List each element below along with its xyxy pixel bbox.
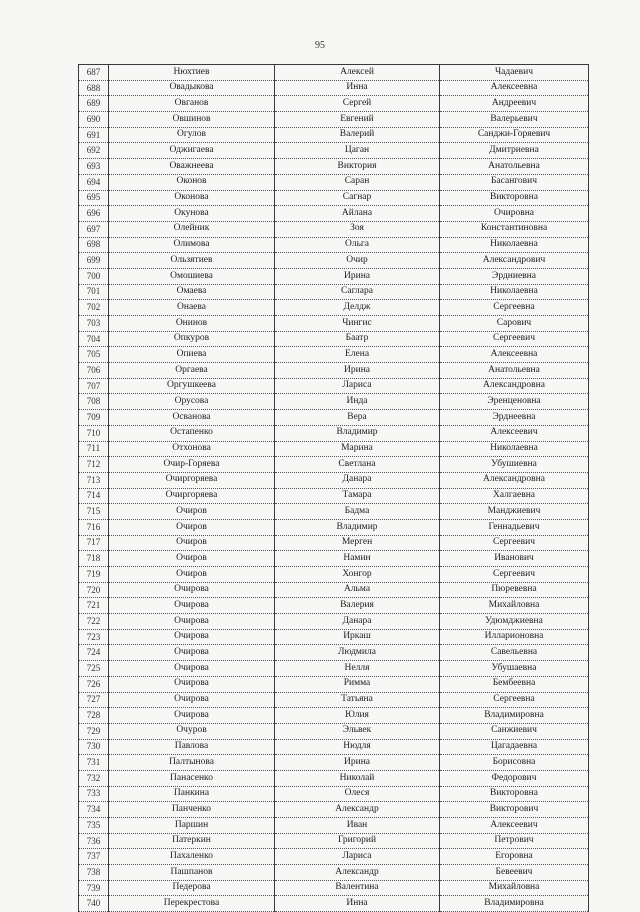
surname-cell: Омошиева xyxy=(109,268,275,284)
patronymic-cell: Савельевна xyxy=(440,645,589,661)
table-row xyxy=(79,300,589,316)
first-name-cell: Григорий xyxy=(275,833,440,849)
table-row xyxy=(79,441,589,457)
row-number-cell: 721 xyxy=(79,598,109,614)
table-row xyxy=(79,755,589,771)
patronymic-cell: Эренценовна xyxy=(440,394,589,410)
table-row xyxy=(79,316,589,332)
row-number-cell: 710 xyxy=(79,425,109,441)
first-name-cell: Ирина xyxy=(275,363,440,379)
table-row xyxy=(79,849,589,865)
row-number-cell: 713 xyxy=(79,472,109,488)
first-name-cell: Айлана xyxy=(275,206,440,222)
first-name-cell: Очир xyxy=(275,253,440,269)
first-name-cell: Мерген xyxy=(275,535,440,551)
row-number-cell: 732 xyxy=(79,770,109,786)
first-name-cell: Владимир xyxy=(275,425,440,441)
row-number-cell: 719 xyxy=(79,567,109,583)
row-number-cell: 727 xyxy=(79,692,109,708)
table-row xyxy=(79,818,589,834)
first-name-cell: Нюдля xyxy=(275,739,440,755)
table-row xyxy=(79,457,589,473)
patronymic-cell: Манджиевич xyxy=(440,504,589,520)
row-number-cell: 689 xyxy=(79,96,109,112)
table-row xyxy=(79,363,589,379)
row-number-cell: 695 xyxy=(79,190,109,206)
surname-cell: Очиргоряева xyxy=(109,488,275,504)
table-row xyxy=(79,582,589,598)
surname-cell: Очирова xyxy=(109,645,275,661)
surname-cell: Остапенко xyxy=(109,425,275,441)
row-number-cell: 731 xyxy=(79,755,109,771)
row-number-cell: 702 xyxy=(79,300,109,316)
surname-cell: Осванова xyxy=(109,410,275,426)
row-number-cell: 720 xyxy=(79,582,109,598)
first-name-cell: Намин xyxy=(275,551,440,567)
surname-cell: Очирова xyxy=(109,598,275,614)
table-row xyxy=(79,739,589,755)
patronymic-cell: Очировна xyxy=(440,206,589,222)
first-name-cell: Владимир xyxy=(275,519,440,535)
table-row xyxy=(79,519,589,535)
surname-cell: Очиргоряева xyxy=(109,472,275,488)
surname-cell: Окунова xyxy=(109,206,275,222)
table-row xyxy=(79,347,589,363)
first-name-cell: Евгений xyxy=(275,112,440,128)
surname-cell: Оргаева xyxy=(109,363,275,379)
row-number-cell: 718 xyxy=(79,551,109,567)
patronymic-cell: Алексеевич xyxy=(440,818,589,834)
surname-cell: Пахаленко xyxy=(109,849,275,865)
table-row xyxy=(79,708,589,724)
row-number-cell: 734 xyxy=(79,802,109,818)
patronymic-cell: Александровна xyxy=(440,472,589,488)
row-number-cell: 696 xyxy=(79,206,109,222)
first-name-cell: Данара xyxy=(275,472,440,488)
patronymic-cell: Викторовна xyxy=(440,786,589,802)
row-number-cell: 691 xyxy=(79,127,109,143)
row-number-cell: 704 xyxy=(79,331,109,347)
row-number-cell: 728 xyxy=(79,708,109,724)
row-number-cell: 705 xyxy=(79,347,109,363)
surname-cell: Панасенко xyxy=(109,770,275,786)
surname-cell: Овадыкова xyxy=(109,80,275,96)
patronymic-cell: Убушиевна xyxy=(440,457,589,473)
first-name-cell: Татьяна xyxy=(275,692,440,708)
patronymic-cell: Сергеевич xyxy=(440,535,589,551)
table-row xyxy=(79,394,589,410)
first-name-cell: Иркаш xyxy=(275,629,440,645)
first-name-cell: Елена xyxy=(275,347,440,363)
surname-cell: Овшинов xyxy=(109,112,275,128)
row-number-cell: 699 xyxy=(79,253,109,269)
patronymic-cell: Дмитриевна xyxy=(440,143,589,159)
patronymic-cell: Анатольевна xyxy=(440,363,589,379)
patronymic-cell: Валерьевич xyxy=(440,112,589,128)
row-number-cell: 740 xyxy=(79,896,109,912)
row-number-cell: 739 xyxy=(79,880,109,896)
first-name-cell: Валерий xyxy=(275,127,440,143)
patronymic-cell: Владимировна xyxy=(440,708,589,724)
row-number-cell: 706 xyxy=(79,363,109,379)
row-number-cell: 692 xyxy=(79,143,109,159)
surname-cell: Опкуров xyxy=(109,331,275,347)
table-row xyxy=(79,692,589,708)
patronymic-cell: Борисовна xyxy=(440,755,589,771)
first-name-cell: Ольга xyxy=(275,237,440,253)
surname-cell: Очир-Горяева xyxy=(109,457,275,473)
patronymic-cell: Санжиевич xyxy=(440,723,589,739)
first-name-cell: Сагнар xyxy=(275,190,440,206)
row-number-cell: 711 xyxy=(79,441,109,457)
patronymic-cell: Бевеевич xyxy=(440,865,589,881)
surname-cell: Отхонова xyxy=(109,441,275,457)
first-name-cell: Чингис xyxy=(275,316,440,332)
surname-cell: Огулов xyxy=(109,127,275,143)
first-name-cell: Александр xyxy=(275,802,440,818)
row-number-cell: 693 xyxy=(79,159,109,175)
patronymic-cell: Александрович xyxy=(440,253,589,269)
row-number-cell: 701 xyxy=(79,284,109,300)
first-name-cell: Тамара xyxy=(275,488,440,504)
table-row xyxy=(79,614,589,630)
row-number-cell: 738 xyxy=(79,865,109,881)
table-row xyxy=(79,833,589,849)
surname-cell: Ользятиев xyxy=(109,253,275,269)
surname-cell: Олимова xyxy=(109,237,275,253)
table-row xyxy=(79,143,589,159)
row-number-cell: 730 xyxy=(79,739,109,755)
patronymic-cell: Чадаевич xyxy=(440,65,589,81)
surname-cell: Оважнеева xyxy=(109,159,275,175)
first-name-cell: Зоя xyxy=(275,221,440,237)
table-row xyxy=(79,535,589,551)
surname-cell: Оргушкеева xyxy=(109,378,275,394)
table-row xyxy=(79,896,589,912)
surname-cell: Нюхтиев xyxy=(109,65,275,81)
surname-cell: Очиров xyxy=(109,567,275,583)
table-row xyxy=(79,865,589,881)
surname-cell: Оконов xyxy=(109,174,275,190)
surname-cell: Очирова xyxy=(109,661,275,677)
first-name-cell: Юлия xyxy=(275,708,440,724)
table-row xyxy=(79,504,589,520)
first-name-cell: Данара xyxy=(275,614,440,630)
first-name-cell: Ирина xyxy=(275,755,440,771)
first-name-cell: Лариса xyxy=(275,849,440,865)
first-name-cell: Олеся xyxy=(275,786,440,802)
page-number: 95 xyxy=(315,40,325,51)
first-name-cell: Эльвек xyxy=(275,723,440,739)
table-row xyxy=(79,65,589,81)
first-name-cell: Николай xyxy=(275,770,440,786)
patronymic-cell: Федорович xyxy=(440,770,589,786)
row-number-cell: 703 xyxy=(79,316,109,332)
first-name-cell: Валентина xyxy=(275,880,440,896)
first-name-cell: Инна xyxy=(275,896,440,912)
patronymic-cell: Бембеевна xyxy=(440,676,589,692)
first-name-cell: Баатр xyxy=(275,331,440,347)
patronymic-cell: Удюмджиевна xyxy=(440,614,589,630)
surname-cell: Патеркин xyxy=(109,833,275,849)
patronymic-cell: Иванович xyxy=(440,551,589,567)
table-row xyxy=(79,551,589,567)
surname-cell: Панченко xyxy=(109,802,275,818)
row-number-cell: 722 xyxy=(79,614,109,630)
surname-cell: Очирова xyxy=(109,629,275,645)
row-number-cell: 715 xyxy=(79,504,109,520)
first-name-cell: Саран xyxy=(275,174,440,190)
patronymic-cell: Михайловна xyxy=(440,598,589,614)
first-name-cell: Лариса xyxy=(275,378,440,394)
row-number-cell: 712 xyxy=(79,457,109,473)
first-name-cell: Алексей xyxy=(275,65,440,81)
table-row xyxy=(79,112,589,128)
surname-cell: Палтынова xyxy=(109,755,275,771)
surname-cell: Павлова xyxy=(109,739,275,755)
patronymic-cell: Анатольевна xyxy=(440,159,589,175)
patronymic-cell: Алексеевна xyxy=(440,347,589,363)
table-row xyxy=(79,378,589,394)
first-name-cell: Людмила xyxy=(275,645,440,661)
first-name-cell: Альма xyxy=(275,582,440,598)
surname-cell: Очиров xyxy=(109,504,275,520)
row-number-cell: 694 xyxy=(79,174,109,190)
patronymic-cell: Сарович xyxy=(440,316,589,332)
row-number-cell: 737 xyxy=(79,849,109,865)
patronymic-cell: Эрдниевна xyxy=(440,268,589,284)
surname-cell: Оконова xyxy=(109,190,275,206)
patronymic-cell: Сергеевич xyxy=(440,331,589,347)
table-row xyxy=(79,410,589,426)
patronymic-cell: Убушаевна xyxy=(440,661,589,677)
table-row xyxy=(79,253,589,269)
row-number-cell: 735 xyxy=(79,818,109,834)
table-row xyxy=(79,802,589,818)
table-row xyxy=(79,206,589,222)
patronymic-cell: Цагадаевна xyxy=(440,739,589,755)
patronymic-cell: Николаевна xyxy=(440,441,589,457)
table-row xyxy=(79,174,589,190)
patronymic-cell: Сергеевна xyxy=(440,300,589,316)
table-row xyxy=(79,472,589,488)
row-number-cell: 700 xyxy=(79,268,109,284)
patronymic-cell: Андреевич xyxy=(440,96,589,112)
row-number-cell: 687 xyxy=(79,65,109,81)
patronymic-cell: Александровна xyxy=(440,378,589,394)
row-number-cell: 725 xyxy=(79,661,109,677)
row-number-cell: 726 xyxy=(79,676,109,692)
table-row xyxy=(79,127,589,143)
row-number-cell: 736 xyxy=(79,833,109,849)
surname-cell: Олейник xyxy=(109,221,275,237)
table-row xyxy=(79,786,589,802)
first-name-cell: Марина xyxy=(275,441,440,457)
surname-cell: Пашпанов xyxy=(109,865,275,881)
surname-cell: Онаева xyxy=(109,300,275,316)
first-name-cell: Вера xyxy=(275,410,440,426)
patronymic-cell: Николаевна xyxy=(440,284,589,300)
table-row xyxy=(79,723,589,739)
table-row xyxy=(79,488,589,504)
first-name-cell: Хонгор xyxy=(275,567,440,583)
table-row xyxy=(79,221,589,237)
surname-cell: Опиева xyxy=(109,347,275,363)
row-number-cell: 723 xyxy=(79,629,109,645)
table-row xyxy=(79,645,589,661)
first-name-cell: Александр xyxy=(275,865,440,881)
first-name-cell: Виктория xyxy=(275,159,440,175)
table-row xyxy=(79,425,589,441)
surname-cell: Очиров xyxy=(109,551,275,567)
patronymic-cell: Илларионовна xyxy=(440,629,589,645)
patronymic-cell: Петрович xyxy=(440,833,589,849)
surname-cell: Педерова xyxy=(109,880,275,896)
surname-cell: Очиров xyxy=(109,535,275,551)
patronymic-cell: Геннадьевич xyxy=(440,519,589,535)
table-row xyxy=(79,190,589,206)
first-name-cell: Валерия xyxy=(275,598,440,614)
table-row xyxy=(79,880,589,896)
patronymic-cell: Пюревевна xyxy=(440,582,589,598)
surname-cell: Овганов xyxy=(109,96,275,112)
row-number-cell: 717 xyxy=(79,535,109,551)
row-number-cell: 697 xyxy=(79,221,109,237)
first-name-cell: Иван xyxy=(275,818,440,834)
row-number-cell: 716 xyxy=(79,519,109,535)
patronymic-cell: Михайловна xyxy=(440,880,589,896)
patronymic-cell: Эрднеевна xyxy=(440,410,589,426)
surname-cell: Панкина xyxy=(109,786,275,802)
first-name-cell: Цаган xyxy=(275,143,440,159)
first-name-cell: Бадма xyxy=(275,504,440,520)
first-name-cell: Ирина xyxy=(275,268,440,284)
table-row xyxy=(79,237,589,253)
row-number-cell: 733 xyxy=(79,786,109,802)
first-name-cell: Саглара xyxy=(275,284,440,300)
surname-cell: Оджигаева xyxy=(109,143,275,159)
patronymic-cell: Николаевна xyxy=(440,237,589,253)
table-row xyxy=(79,676,589,692)
table-row xyxy=(79,598,589,614)
patronymic-cell: Санджи-Горяевич xyxy=(440,127,589,143)
surname-cell: Очирова xyxy=(109,692,275,708)
patronymic-cell: Константиновна xyxy=(440,221,589,237)
surname-cell: Очирова xyxy=(109,582,275,598)
table-row xyxy=(79,629,589,645)
first-name-cell: Инна xyxy=(275,80,440,96)
surname-cell: Орусова xyxy=(109,394,275,410)
surname-cell: Очирова xyxy=(109,708,275,724)
row-number-cell: 724 xyxy=(79,645,109,661)
table-row xyxy=(79,80,589,96)
row-number-cell: 714 xyxy=(79,488,109,504)
table-row xyxy=(79,159,589,175)
surname-cell: Омаева xyxy=(109,284,275,300)
first-name-cell: Светлана xyxy=(275,457,440,473)
table-row xyxy=(79,661,589,677)
patronymic-cell: Сергеевич xyxy=(440,567,589,583)
surname-cell: Очирова xyxy=(109,676,275,692)
surname-cell: Паршин xyxy=(109,818,275,834)
surname-cell: Очиров xyxy=(109,519,275,535)
first-name-cell: Делдж xyxy=(275,300,440,316)
patronymic-cell: Владимировна xyxy=(440,896,589,912)
table-row xyxy=(79,96,589,112)
row-number-cell: 688 xyxy=(79,80,109,96)
table-row xyxy=(79,567,589,583)
table-row xyxy=(79,770,589,786)
roster-body xyxy=(79,65,589,912)
row-number-cell: 708 xyxy=(79,394,109,410)
surname-cell: Очуров xyxy=(109,723,275,739)
patronymic-cell: Викторовна xyxy=(440,190,589,206)
patronymic-cell: Викторович xyxy=(440,802,589,818)
row-number-cell: 709 xyxy=(79,410,109,426)
row-number-cell: 707 xyxy=(79,378,109,394)
surname-cell: Очирова xyxy=(109,614,275,630)
surname-cell: Онинов xyxy=(109,316,275,332)
first-name-cell: Сергей xyxy=(275,96,440,112)
row-number-cell: 690 xyxy=(79,112,109,128)
first-name-cell: Римма xyxy=(275,676,440,692)
patronymic-cell: Егоровна xyxy=(440,849,589,865)
row-number-cell: 698 xyxy=(79,237,109,253)
first-name-cell: Нелля xyxy=(275,661,440,677)
patronymic-cell: Алексеевич xyxy=(440,425,589,441)
patronymic-cell: Басангович xyxy=(440,174,589,190)
patronymic-cell: Алексеевна xyxy=(440,80,589,96)
patronymic-cell: Сергеевна xyxy=(440,692,589,708)
surname-cell: Перекрестова xyxy=(109,896,275,912)
roster-table xyxy=(78,64,589,912)
row-number-cell: 729 xyxy=(79,723,109,739)
first-name-cell: Инда xyxy=(275,394,440,410)
table-row xyxy=(79,268,589,284)
table-row xyxy=(79,331,589,347)
patronymic-cell: Халгаевна xyxy=(440,488,589,504)
table-row xyxy=(79,284,589,300)
